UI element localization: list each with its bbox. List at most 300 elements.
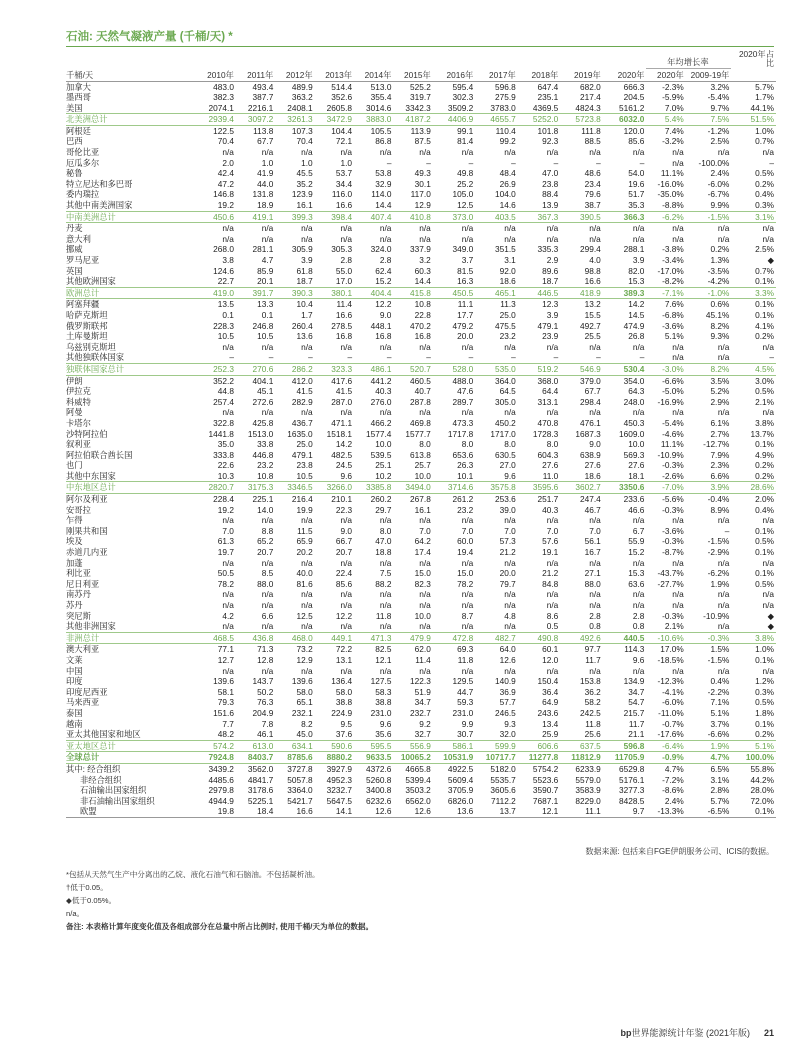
table-cell: 63.6	[628, 578, 645, 589]
table-cell: 337.9	[410, 244, 431, 255]
table-cell: n/a	[504, 621, 516, 632]
footer-title: 世界能源统计年鉴 (2021年版)	[631, 1028, 750, 1038]
table-cell: 0.1%	[755, 547, 774, 558]
table-cell: 3.7	[461, 255, 474, 265]
table-cell: n/a	[261, 621, 274, 632]
region-total-row	[66, 114, 776, 126]
table-cell: 4372.6	[366, 763, 392, 774]
table-cell: 139.6	[291, 676, 313, 687]
table-cell: 319.7	[410, 92, 431, 103]
table-cell: 2.0	[222, 157, 234, 168]
table-cell: 233.6	[623, 494, 645, 505]
table-cell: n/a	[672, 557, 684, 568]
table-cell: 27.6	[542, 460, 559, 471]
table-cell: -1.5%	[686, 211, 732, 223]
table-cell: 64.4	[542, 386, 559, 397]
table-cell: 4.0	[589, 255, 601, 265]
table-cell: -0.3%	[662, 610, 684, 621]
table-cell: n/a	[261, 341, 274, 352]
table-row	[66, 547, 776, 558]
table-cell: 38.7	[584, 200, 601, 211]
table-cell: 15.2	[375, 276, 392, 287]
table-cell: n/a	[340, 665, 353, 676]
table-cell: 3.9%	[686, 482, 732, 494]
row-label: 丹麦	[66, 223, 83, 234]
row-label: 北美洲总计	[66, 114, 197, 126]
table-cell: n/a	[261, 589, 274, 600]
table-cell: n/a	[222, 621, 234, 632]
footnote: ◆低于0.05%。	[66, 896, 117, 905]
table-cell: 324.0	[370, 244, 392, 255]
table-cell: 11.4	[415, 654, 431, 665]
table-cell: 3927.9	[326, 763, 353, 774]
table-cell: 4369.5	[532, 102, 559, 113]
table-cell: 535.0	[475, 363, 517, 375]
table-cell: -0.3%	[686, 632, 732, 644]
row-label: 欧盟	[66, 806, 197, 817]
table-cell: 8880.2	[315, 752, 354, 764]
table-row	[66, 255, 776, 266]
table-cell: 6826.0	[447, 795, 474, 806]
table-cell: 276.0	[370, 396, 392, 407]
table-row	[66, 536, 776, 547]
table-cell: 248.0	[623, 396, 645, 407]
table-cell: 0.8	[632, 621, 645, 632]
table-cell: n/a	[301, 223, 313, 234]
region-total-row	[66, 363, 776, 375]
table-cell: 489.9	[291, 81, 313, 92]
table-cell: 1.2%	[755, 676, 774, 687]
table-cell: 50.5	[217, 568, 234, 579]
table-cell: 5421.7	[287, 795, 313, 806]
table-cell: 21.2	[542, 568, 559, 579]
table-cell: n/a	[762, 341, 774, 352]
table-cell: 446.5	[518, 287, 560, 299]
table-cell: n/a	[379, 147, 392, 158]
table-cell: 47.6	[457, 386, 474, 397]
table-cell: 9.7%	[710, 102, 730, 113]
table-cell: n/a	[672, 352, 684, 363]
row-label: 特立尼达和多巴哥	[66, 178, 133, 189]
row-label: 美国	[66, 102, 83, 113]
row-label: 非洲总计	[66, 632, 197, 644]
table-cell: n/a	[340, 600, 353, 610]
table-cell: n/a	[379, 621, 392, 632]
row-label: 沙特阿拉伯	[66, 428, 108, 439]
table-cell: n/a	[762, 515, 774, 526]
table-cell: n/a	[261, 223, 274, 234]
table-cell: –	[426, 352, 431, 363]
table-cell: 682.0	[579, 81, 601, 92]
table-cell: 104.0	[495, 189, 516, 200]
table-cell: 595.4	[452, 81, 474, 92]
table-cell: ◆	[767, 621, 774, 632]
table-cell: 0.8	[589, 621, 601, 632]
table-cell: 153.8	[579, 676, 601, 687]
table-cell: 11.1	[457, 299, 474, 310]
table-cell: 404.4	[354, 287, 393, 299]
table-cell: 3346.5	[275, 482, 314, 494]
table-row	[66, 621, 776, 632]
table-cell: -0.3%	[662, 504, 684, 515]
table-cell: 2.8%	[710, 785, 730, 796]
table-cell: –	[639, 157, 645, 168]
table-cell: n/a	[504, 589, 516, 600]
table-cell: -11.0%	[658, 707, 684, 718]
table-cell: 46.1	[257, 729, 274, 740]
table-cell: 253.6	[495, 494, 516, 505]
table-cell: 2.5%	[710, 136, 730, 147]
table-cell: 1609.0	[619, 428, 645, 439]
table-cell: n/a	[419, 407, 431, 418]
table-cell: -5.4%	[707, 92, 730, 103]
table-cell: n/a	[632, 223, 645, 234]
table-row	[66, 125, 776, 136]
table-cell: n/a	[672, 589, 684, 600]
table-cell: 231.0	[370, 707, 392, 718]
table-cell: 88.4	[542, 189, 559, 200]
column-header: 2013年	[315, 68, 354, 81]
table-row	[66, 796, 776, 807]
table-cell: 2820.7	[197, 482, 236, 494]
table-cell: 8403.7	[236, 752, 275, 764]
table-cell: 490.8	[518, 632, 560, 644]
table-cell: -6.5%	[686, 806, 732, 817]
table-cell: 9633.5	[354, 752, 393, 764]
table-row	[66, 600, 776, 611]
table-cell: -2.6%	[662, 470, 684, 481]
table-cell: 270.6	[236, 363, 275, 375]
table-cell: n/a	[261, 407, 274, 418]
table-cell: 2.1%	[755, 396, 774, 407]
table-row	[66, 505, 776, 516]
table-cell: n/a	[222, 407, 234, 418]
table-cell: 79.6	[584, 189, 601, 200]
table-cell: 368.0	[537, 375, 559, 386]
row-label: 阿根廷	[66, 125, 91, 136]
table-cell: 514.4	[331, 81, 353, 92]
table-cell: 22.7	[217, 276, 234, 287]
table-cell: 5.1%	[710, 707, 730, 718]
table-cell: 305.3	[331, 244, 353, 255]
row-label: 卡塔尔	[66, 417, 91, 428]
table-cell: 40.7	[414, 386, 431, 397]
table-cell: 235.1	[537, 92, 559, 103]
table-cell: 127.5	[370, 676, 392, 687]
table-cell: -6.6%	[707, 729, 730, 740]
table-cell: 10.2	[375, 470, 392, 481]
table-cell: 3.9	[301, 255, 313, 265]
table-cell: 5.1%	[731, 740, 776, 752]
table-cell: 486.1	[354, 363, 393, 375]
table-cell: 1.5%	[710, 644, 730, 655]
table-cell: 67.7	[257, 136, 274, 147]
row-label: 加拿大	[66, 81, 91, 92]
table-cell: n/a	[301, 665, 313, 676]
table-cell: 36.2	[584, 686, 601, 697]
table-cell: n/a	[762, 589, 774, 600]
table-cell: 4944.9	[208, 795, 234, 806]
table-cell: 469.8	[410, 417, 431, 428]
table-cell: –	[596, 352, 601, 363]
table-cell: 0.4%	[755, 189, 774, 200]
table-cell: 13.2	[584, 299, 601, 310]
table-cell: 122.3	[410, 676, 431, 687]
table-cell: 10.0	[375, 439, 392, 450]
row-label: 土库曼斯坦	[66, 331, 108, 342]
table-cell: 0.5	[546, 621, 559, 632]
table-cell: -13.3%	[646, 806, 685, 817]
table-cell: 12.9	[296, 654, 313, 665]
table-cell: -1.5%	[707, 654, 730, 665]
table-cell: 351.5	[495, 244, 516, 255]
table-cell: 0.1%	[755, 309, 774, 320]
column-header: 2018年	[518, 68, 560, 81]
table-cell: 55.9	[628, 536, 645, 547]
table-cell: 3783.0	[490, 102, 516, 113]
table-cell: 10.8	[257, 470, 274, 481]
table-row	[66, 407, 776, 418]
table-cell: -6.2%	[646, 211, 685, 223]
table-cell: n/a	[301, 341, 313, 352]
table-cell: 85.6	[628, 136, 645, 147]
table-cell: 546.9	[560, 363, 602, 375]
table-row	[66, 397, 776, 408]
region-total-row	[66, 632, 776, 644]
table-cell: n/a	[419, 233, 431, 244]
table-cell: 129.5	[452, 676, 474, 687]
table-cell: 3509.2	[447, 102, 474, 113]
row-label: 非经合组织	[80, 774, 122, 785]
table-cell: –	[769, 157, 774, 168]
table-cell: 231.0	[452, 707, 474, 718]
table-cell: 10717.7	[475, 752, 517, 764]
row-label: 苏丹	[66, 600, 83, 610]
table-cell: 82.3	[414, 578, 431, 589]
table-cell: 390.3	[275, 287, 314, 299]
table-cell: n/a	[504, 515, 516, 526]
row-label: 赤道几内亚	[66, 547, 108, 558]
table-cell: 2.8	[379, 255, 392, 265]
table-cell: n/a	[589, 147, 601, 158]
table-cell: 8.7	[461, 610, 474, 621]
table-cell: 475.5	[495, 320, 516, 331]
table-cell: –	[268, 352, 274, 363]
table-cell: 12.1	[375, 654, 392, 665]
table-cell: 151.6	[213, 707, 234, 718]
table-cell: 268.0	[213, 244, 234, 255]
table-cell: 6562.0	[405, 795, 431, 806]
table-cell: -3.6%	[662, 525, 684, 536]
table-cell: 367.3	[518, 211, 560, 223]
table-cell: 278.5	[331, 320, 353, 331]
table-cell: 513.0	[370, 81, 392, 92]
table-cell: 7.0	[419, 525, 431, 536]
table-cell: 88.5	[584, 136, 601, 147]
table-cell: 289.7	[452, 396, 474, 407]
table-cell: 387.7	[252, 92, 274, 103]
table-cell: 48.2	[217, 729, 234, 740]
table-cell: 354.0	[623, 375, 645, 386]
table-cell: 45.1	[257, 386, 274, 397]
table-cell: 14.1	[315, 806, 354, 817]
table-cell: 110.4	[495, 125, 516, 136]
table-cell: -6.0%	[707, 178, 730, 189]
table-cell: 0.1%	[755, 718, 774, 729]
table-cell: n/a	[632, 147, 645, 158]
table-cell: 14.2	[628, 299, 645, 310]
table-cell: 4.1%	[755, 320, 774, 331]
table-cell: 11.8	[375, 610, 392, 621]
table-cell: 0.1%	[755, 568, 774, 579]
table-cell: 0.1%	[755, 299, 774, 310]
table-cell: 19.4	[457, 547, 474, 558]
table-cell: 11705.9	[603, 752, 647, 764]
table-cell: 35.0	[217, 439, 234, 450]
table-cell: 10065.2	[393, 752, 432, 764]
table-cell: 3705.9	[447, 785, 474, 796]
table-cell: 7.0	[461, 525, 474, 536]
table-cell: 17.7	[457, 309, 474, 320]
table-cell: 2074.1	[208, 102, 234, 113]
table-cell: 634.1	[275, 740, 314, 752]
table-cell: 9.5	[340, 718, 353, 729]
table-cell: 6.1%	[710, 417, 730, 428]
table-cell: 232.1	[291, 707, 313, 718]
table-cell: 55.8%	[750, 763, 774, 774]
table-cell: 4.7%	[686, 752, 732, 764]
table-cell: 305.0	[495, 396, 516, 407]
table-cell: 1717.0	[490, 428, 516, 439]
table-cell: –	[553, 157, 559, 168]
table-cell: 50.2	[257, 686, 274, 697]
column-header: 2015年	[393, 68, 432, 81]
row-label: 伊拉克	[66, 386, 91, 397]
table-cell: -0.3%	[662, 460, 684, 471]
table-cell: 19.8	[197, 806, 236, 817]
table-cell: 8.2%	[686, 363, 732, 375]
table-cell: n/a	[504, 341, 516, 352]
table-cell: 81.6	[296, 578, 313, 589]
table-cell: -4.2%	[707, 276, 730, 287]
table-cell: 18.7	[296, 276, 313, 287]
table-cell: 8.2	[301, 718, 313, 729]
table-cell: 45.1%	[705, 309, 730, 320]
table-cell: 11.3	[500, 299, 516, 310]
table-cell: 79.7	[499, 578, 516, 589]
table-cell: 24.5	[335, 460, 353, 471]
table-cell: 2.1%	[664, 621, 684, 632]
table-cell: 10.0	[628, 439, 645, 450]
table-cell: 92.3	[542, 136, 559, 147]
table-row	[66, 806, 776, 817]
table-cell: 12.0	[542, 654, 559, 665]
table-cell: 5399.4	[405, 774, 431, 785]
table-cell: -6.8%	[662, 309, 684, 320]
table-cell: 9.7	[603, 806, 647, 817]
table-cell: 474.9	[623, 320, 645, 331]
table-cell: 1441.8	[208, 428, 234, 439]
table-cell: 0.3%	[755, 200, 774, 211]
table-cell: 10.1	[457, 470, 474, 481]
table-cell: n/a	[379, 557, 392, 568]
table-cell: 440.5	[603, 632, 647, 644]
table-cell: 10.3	[217, 470, 234, 481]
table-cell: 1.9%	[686, 740, 732, 752]
table-cell: 55.0	[335, 265, 353, 276]
table-row	[66, 439, 776, 450]
table-cell: 20.1	[257, 276, 274, 287]
table-cell: 257.4	[213, 396, 234, 407]
table-cell: 7.5	[379, 568, 392, 579]
table-cell: 23.2	[499, 331, 516, 342]
region-total-row	[66, 482, 776, 494]
table-cell: 13.1	[335, 654, 353, 665]
table-cell: -16.0%	[657, 178, 684, 189]
table-row	[66, 719, 776, 730]
table-cell: 19.6	[628, 178, 645, 189]
table-cell: 11812.9	[560, 752, 602, 764]
table-cell: 15.3	[628, 276, 645, 287]
table-cell: 38.8	[375, 697, 392, 708]
table-cell: -6.7%	[707, 189, 730, 200]
table-cell: 98.8	[584, 265, 601, 276]
table-cell: 13.3	[257, 299, 274, 310]
table-cell: 29.7	[375, 504, 392, 515]
table-cell: 482.5	[331, 449, 353, 460]
table-cell: 7.6%	[664, 299, 684, 310]
table-cell: 0.1	[261, 309, 274, 320]
table-cell: 54.0	[628, 168, 645, 179]
footnote: n/a。	[66, 909, 85, 918]
table-cell: 64.2	[414, 536, 431, 547]
column-header: 2017年	[475, 68, 517, 81]
row-label: 欧洲总计	[66, 287, 197, 299]
table-cell: 82.0	[628, 265, 645, 276]
table-cell: 313.1	[537, 396, 559, 407]
table-cell: 528.0	[433, 363, 475, 375]
row-label: 澳大利亚	[66, 644, 100, 655]
table-cell: 60.0	[457, 536, 474, 547]
table-cell: 54.7	[628, 697, 645, 708]
table-cell: 1.8%	[755, 707, 774, 718]
table-cell: 25.5	[584, 331, 601, 342]
table-cell: 286.2	[275, 363, 314, 375]
table-cell: 410.8	[393, 211, 432, 223]
table-cell: 5182.0	[490, 763, 516, 774]
table-cell: 35.3	[628, 200, 645, 211]
table-cell: n/a	[261, 515, 274, 526]
table-cell: 0.7%	[755, 265, 774, 276]
table-cell: 204.5	[623, 92, 645, 103]
row-label: 中东地区总计	[66, 482, 197, 494]
table-cell: 7924.8	[197, 752, 236, 764]
table-cell: n/a	[632, 665, 645, 676]
table-cell: 16.6	[335, 200, 353, 211]
row-label: 墨西哥	[66, 92, 91, 103]
table-cell: –	[553, 352, 559, 363]
table-cell: 5260.8	[366, 774, 392, 785]
table-cell: 101.8	[537, 125, 559, 136]
table-cell: 647.4	[537, 81, 559, 92]
table-row	[66, 655, 776, 666]
row-label: 伊朗	[66, 375, 83, 386]
table-cell: n/a	[261, 557, 274, 568]
table-cell: 1.3%	[710, 255, 730, 265]
table-cell: n/a	[340, 557, 353, 568]
table-cell: n/a	[632, 407, 645, 418]
table-cell: 471.3	[354, 632, 393, 644]
